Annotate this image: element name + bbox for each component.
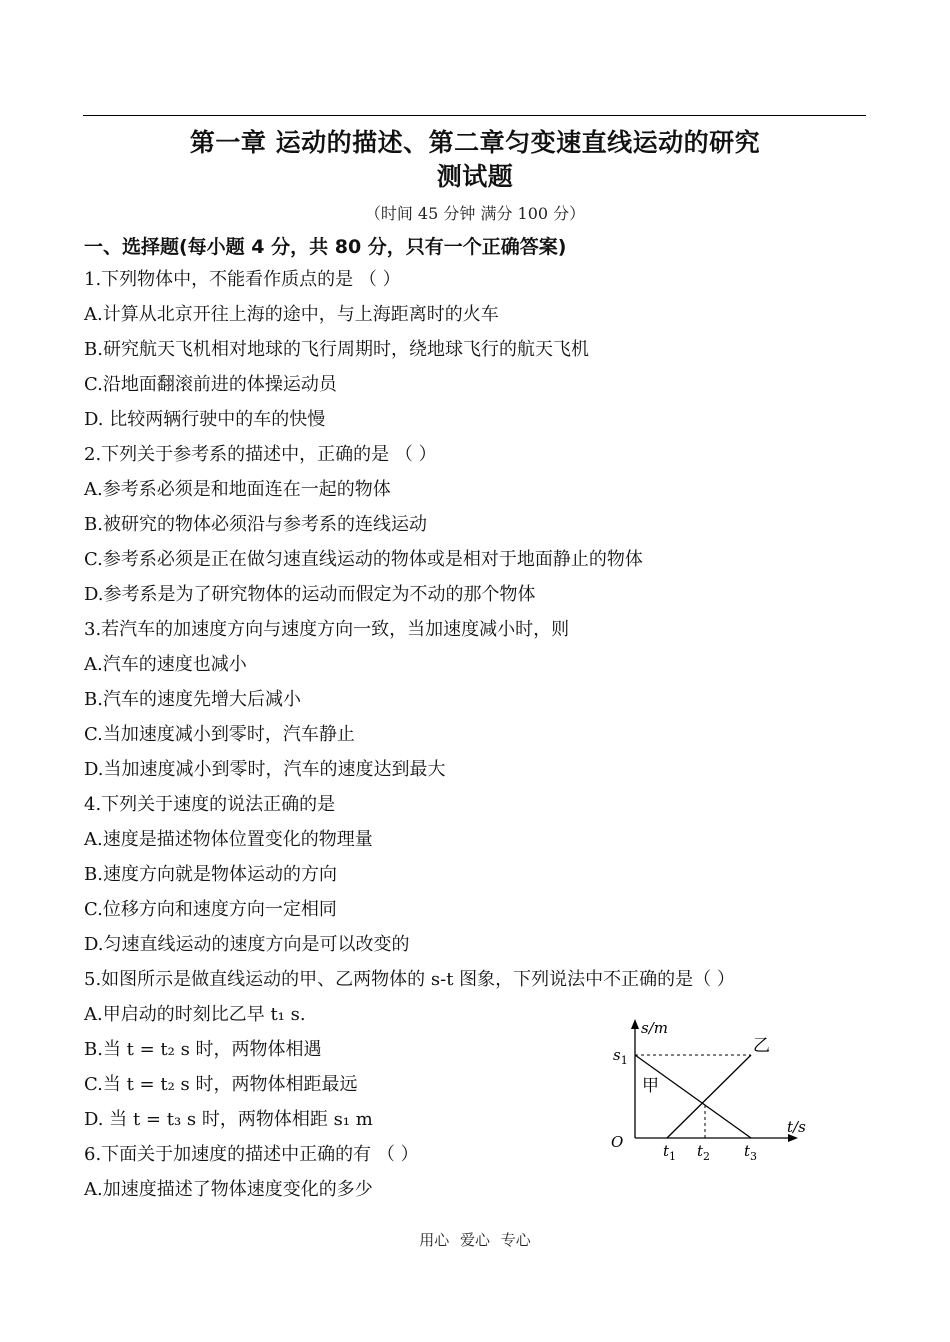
question-line: 2.下列关于参考系的描述中，正确的是 （ ）	[84, 444, 437, 465]
t1-subscript: 1	[669, 1150, 677, 1163]
question-line: 6.下面关于加速度的描述中正确的有 （ ）	[84, 1144, 419, 1165]
page-subtitle: 测试题	[436, 162, 514, 191]
line-jia	[635, 1055, 751, 1138]
option-line: A.计算从北京开往上海的途中，与上海距离时的火车	[84, 304, 499, 325]
s-t-graph	[605, 1015, 815, 1165]
page-title: 第一章 运动的描述、第二章匀变速直线运动的研究	[189, 128, 761, 157]
y-axis-arrow	[631, 1019, 639, 1029]
t3-symbol: t	[744, 1142, 751, 1160]
option-line: B.速度方向就是物体运动的方向	[84, 864, 337, 885]
t2-symbol: t	[697, 1142, 704, 1160]
option-line: D. 比较两辆行驶中的车的快慢	[84, 409, 326, 430]
top-rule	[83, 115, 866, 116]
y-axis-label: s/m	[641, 1019, 668, 1037]
question-line: 1.下列物体中，不能看作质点的是 （ ）	[84, 269, 401, 290]
origin-label: O	[611, 1133, 624, 1151]
option-line: A.加速度描述了物体速度变化的多少	[84, 1179, 373, 1200]
option-line: A.甲启动的时刻比乙早 t₁ s.	[84, 1004, 306, 1025]
page-footer: 用心 爱心 专心	[419, 1231, 531, 1249]
section-title: 一、选择题(每小题 4 分，共 80 分，只有一个正确答案)	[84, 236, 567, 258]
question-line: 3.若汽车的加速度方向与速度方向一致，当加速度减小时，则	[84, 619, 570, 640]
t3-label	[744, 1142, 757, 1163]
option-line: C.当 t = t₂ s 时，两物体相距最远	[84, 1074, 358, 1095]
x-axis-label: t/s	[787, 1118, 806, 1136]
line-yi-label: 乙	[753, 1036, 770, 1056]
option-line: D.当加速度减小到零时，汽车的速度达到最大	[84, 759, 446, 780]
option-line: D. 当 t = t₃ s 时，两物体相距 s₁ m	[84, 1109, 373, 1130]
option-line: D.参考系是为了研究物体的运动而假定为不动的那个物体	[84, 584, 536, 605]
option-line: A.速度是描述物体位置变化的物理量	[84, 829, 373, 850]
option-line: A.汽车的速度也减小	[84, 654, 247, 675]
option-line: C.参考系必须是正在做匀速直线运动的物体或是相对于地面静止的物体	[84, 549, 643, 570]
t2-label	[697, 1142, 710, 1163]
t1-label	[663, 1142, 676, 1163]
option-line: B.研究航天飞机相对地球的飞行周期时，绕地球飞行的航天飞机	[84, 339, 589, 360]
question-line: 4.下列关于速度的说法正确的是	[84, 794, 336, 815]
option-line: C.位移方向和速度方向一定相同	[84, 899, 337, 920]
t2-subscript: 2	[703, 1150, 711, 1163]
t3-subscript: 3	[750, 1150, 758, 1163]
line-yi	[667, 1055, 751, 1138]
option-line: C.当加速度减小到零时，汽车静止	[84, 724, 355, 745]
s1-label	[613, 1046, 628, 1067]
line-jia-label: 甲	[642, 1076, 659, 1096]
s1-symbol: s	[613, 1046, 621, 1064]
option-line: A.参考系必须是和地面连在一起的物体	[84, 479, 391, 500]
option-line: B.汽车的速度先增大后减小	[84, 689, 301, 710]
option-line: B.当 t = t₂ s 时，两物体相遇	[84, 1039, 322, 1060]
t1-symbol: t	[663, 1142, 670, 1160]
s1-subscript: 1	[620, 1054, 628, 1067]
question-line: 5.如图所示是做直线运动的甲、乙两物体的 s-t 图象，下列说法中不正确的是（ ）	[84, 969, 735, 990]
exam-meta: （时间 45 分钟 满分 100 分）	[364, 204, 586, 223]
option-line: B.被研究的物体必须沿与参考系的连线运动	[84, 514, 427, 535]
option-line: C.沿地面翻滚前进的体操运动员	[84, 374, 337, 395]
option-line: D.匀速直线运动的速度方向是可以改变的	[84, 934, 410, 955]
